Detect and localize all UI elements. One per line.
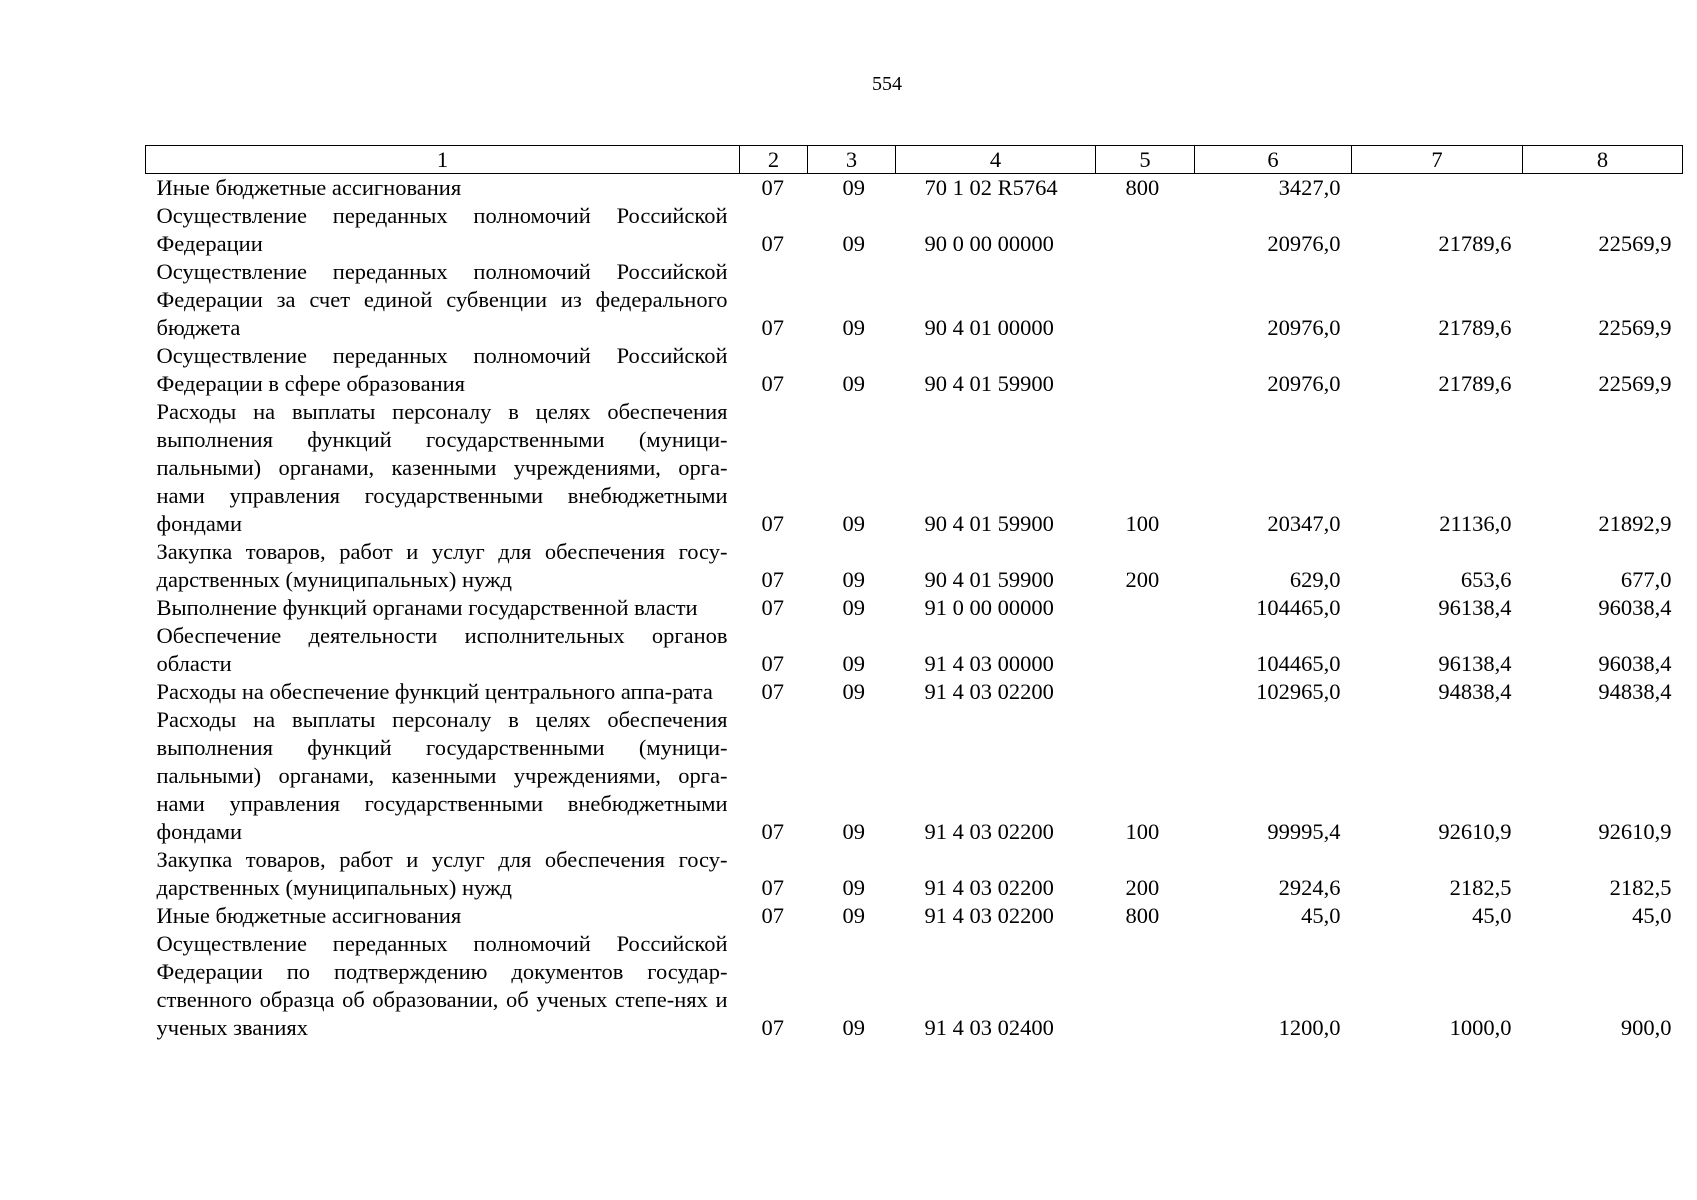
expense-type-code — [1096, 678, 1195, 706]
amount-col-8: 2182,5 — [1609, 875, 1672, 900]
section-code: 07 — [761, 511, 784, 536]
expense-type-code: 200 — [1125, 567, 1160, 592]
item-name: Осуществление переданных полномочий Российской Федерации — [156, 203, 728, 256]
amount-col-8 — [1523, 174, 1683, 203]
subsection-code: 09 — [842, 1015, 865, 1040]
section-code: 07 — [761, 651, 784, 676]
amount-col-6: 2924,6 — [1278, 875, 1341, 900]
table-row — [146, 174, 1683, 203]
amount-col-8: 22569,9 — [1598, 231, 1672, 256]
column-header: 2 — [740, 146, 808, 174]
target-article-code: 91 4 03 02200 — [924, 875, 1054, 900]
amount-col-8: 94838,4 — [1598, 679, 1672, 704]
subsection-code: 09 — [842, 819, 865, 844]
table-row — [146, 342, 1683, 398]
section-code: 07 — [761, 875, 784, 900]
target-article-code: 91 4 03 02400 — [924, 1015, 1054, 1040]
table-row — [146, 706, 1683, 846]
item-name: Иные бюджетные ассигнования — [156, 175, 462, 200]
subsection-code: 09 — [842, 875, 865, 900]
subsection-code: 09 — [842, 175, 865, 200]
item-name: Расходы на выплаты персоналу в целях обеспечения выполнения функций государственными (муници-пальными) органами, казенными учреждениями, орга-нами управления государственными внебюджетными фондами — [156, 399, 728, 536]
subsection-code: 09 — [842, 511, 865, 536]
item-name: Осуществление переданных полномочий Российской Федерации в сфере образования — [156, 343, 728, 396]
amount-col-6: 104465,0 — [1256, 595, 1341, 620]
amount-col-6: 20976,0 — [1267, 231, 1341, 256]
subsection-code: 09 — [842, 679, 865, 704]
section-code: 07 — [761, 371, 784, 396]
amount-col-8: 96038,4 — [1598, 651, 1672, 676]
amount-col-6: 45,0 — [1301, 903, 1341, 928]
amount-col-6: 99995,4 — [1267, 819, 1341, 844]
table-row — [146, 398, 1683, 538]
header-row — [146, 146, 1683, 174]
section-code: 07 — [761, 175, 784, 200]
expense-type-code — [1096, 342, 1195, 398]
item-name: Расходы на выплаты персоналу в целях обеспечения выполнения функций государственными (муници-пальными) органами, казенными учреждениями, орга-нами управления государственными внебюджетными фондами — [156, 707, 728, 844]
amount-col-8: 900,0 — [1620, 1015, 1672, 1040]
target-article-code: 90 4 01 00000 — [924, 315, 1054, 340]
subsection-code: 09 — [842, 595, 865, 620]
item-name: Осуществление переданных полномочий Российской Федерации за счет единой субвенции из федерального бюджета — [156, 259, 728, 340]
subsection-code: 09 — [842, 903, 865, 928]
table-body — [146, 174, 1683, 1043]
target-article-code: 91 4 03 02200 — [924, 679, 1054, 704]
target-article-code: 70 1 02 R5764 — [924, 175, 1058, 200]
item-name: Закупка товаров, работ и услуг для обеспечения госу-дарственных (муниципальных) нужд — [156, 847, 728, 900]
section-code: 07 — [761, 819, 784, 844]
amount-col-7: 92610,9 — [1438, 819, 1512, 844]
expense-type-code — [1096, 202, 1195, 258]
section-code: 07 — [761, 679, 784, 704]
target-article-code: 90 4 01 59900 — [924, 371, 1054, 396]
expense-type-code — [1096, 930, 1195, 1042]
table-row — [146, 930, 1683, 1042]
expense-type-code: 200 — [1125, 875, 1160, 900]
amount-col-7 — [1352, 174, 1523, 203]
column-header: 1 — [146, 146, 740, 174]
table-header — [146, 146, 1683, 174]
column-header: 3 — [808, 146, 896, 174]
section-code: 07 — [761, 231, 784, 256]
amount-col-6: 102965,0 — [1256, 679, 1341, 704]
amount-col-6: 1200,0 — [1278, 1015, 1341, 1040]
amount-col-6: 20347,0 — [1267, 511, 1341, 536]
expense-type-code: 100 — [1125, 511, 1160, 536]
amount-col-7: 96138,4 — [1438, 595, 1512, 620]
amount-col-6: 3427,0 — [1278, 175, 1341, 200]
expense-type-code — [1096, 258, 1195, 342]
expense-type-code — [1096, 622, 1195, 678]
table-row — [146, 594, 1683, 622]
item-name: Закупка товаров, работ и услуг для обеспечения госу-дарственных (муниципальных) нужд — [156, 539, 728, 592]
amount-col-7: 21136,0 — [1439, 511, 1512, 536]
target-article-code: 91 4 03 02200 — [924, 819, 1054, 844]
target-article-code: 90 4 01 59900 — [924, 511, 1054, 536]
amount-col-8: 92610,9 — [1598, 819, 1672, 844]
column-header: 6 — [1195, 146, 1352, 174]
amount-col-6: 20976,0 — [1267, 315, 1341, 340]
amount-col-7: 94838,4 — [1438, 679, 1512, 704]
expense-type-code — [1096, 594, 1195, 622]
amount-col-8: 677,0 — [1620, 567, 1672, 592]
table-row — [146, 538, 1683, 594]
amount-col-7: 653,6 — [1460, 567, 1512, 592]
amount-col-6: 104465,0 — [1256, 651, 1341, 676]
column-header: 4 — [896, 146, 1096, 174]
table-row — [146, 846, 1683, 902]
target-article-code: 91 0 00 00000 — [924, 595, 1054, 620]
column-header: 7 — [1352, 146, 1523, 174]
target-article-code: 90 0 00 00000 — [924, 231, 1054, 256]
section-code: 07 — [761, 595, 784, 620]
subsection-code: 09 — [842, 567, 865, 592]
amount-col-7: 45,0 — [1472, 903, 1512, 928]
section-code: 07 — [761, 315, 784, 340]
section-code: 07 — [761, 567, 784, 592]
expense-type-code: 800 — [1125, 175, 1160, 200]
item-name: Обеспечение деятельности исполнительных органов области — [156, 623, 728, 676]
item-name: Выполнение функций органами государственной власти — [156, 595, 698, 620]
expense-type-code: 100 — [1125, 819, 1160, 844]
amount-col-7: 21789,6 — [1438, 315, 1512, 340]
amount-col-8: 22569,9 — [1598, 315, 1672, 340]
amount-col-7: 21789,6 — [1438, 231, 1512, 256]
subsection-code: 09 — [842, 651, 865, 676]
amount-col-8: 96038,4 — [1598, 595, 1672, 620]
amount-col-8: 45,0 — [1632, 903, 1672, 928]
budget-table — [145, 145, 1683, 1042]
target-article-code: 91 4 03 02200 — [924, 903, 1054, 928]
item-name: Расходы на обеспечение функций центрального аппа-рата — [156, 679, 713, 704]
table-row — [146, 258, 1683, 342]
column-header: 5 — [1096, 146, 1195, 174]
amount-col-6: 20976,0 — [1267, 371, 1341, 396]
table-row — [146, 902, 1683, 930]
amount-col-7: 96138,4 — [1438, 651, 1512, 676]
amount-col-8: 21892,9 — [1598, 511, 1672, 536]
table-row — [146, 622, 1683, 678]
subsection-code: 09 — [842, 315, 865, 340]
amount-col-6: 629,0 — [1289, 567, 1341, 592]
subsection-code: 09 — [842, 371, 865, 396]
subsection-code: 09 — [842, 231, 865, 256]
amount-col-8: 22569,9 — [1598, 371, 1672, 396]
section-code: 07 — [761, 1015, 784, 1040]
amount-col-7: 21789,6 — [1438, 371, 1512, 396]
target-article-code: 90 4 01 59900 — [924, 567, 1054, 592]
page-number: 554 — [872, 73, 902, 95]
target-article-code: 91 4 03 00000 — [924, 651, 1054, 676]
section-code: 07 — [761, 903, 784, 928]
amount-col-7: 2182,5 — [1449, 875, 1512, 900]
amount-col-7: 1000,0 — [1449, 1015, 1512, 1040]
item-name: Иные бюджетные ассигнования — [156, 903, 462, 928]
column-header: 8 — [1523, 146, 1683, 174]
table-row — [146, 202, 1683, 258]
item-name: Осуществление переданных полномочий Российской Федерации по подтверждению документов государ-ственного образца об образовании, об ученых степе-нях и ученых званиях — [156, 931, 728, 1040]
expense-type-code: 800 — [1125, 903, 1160, 928]
table-row — [146, 678, 1683, 706]
